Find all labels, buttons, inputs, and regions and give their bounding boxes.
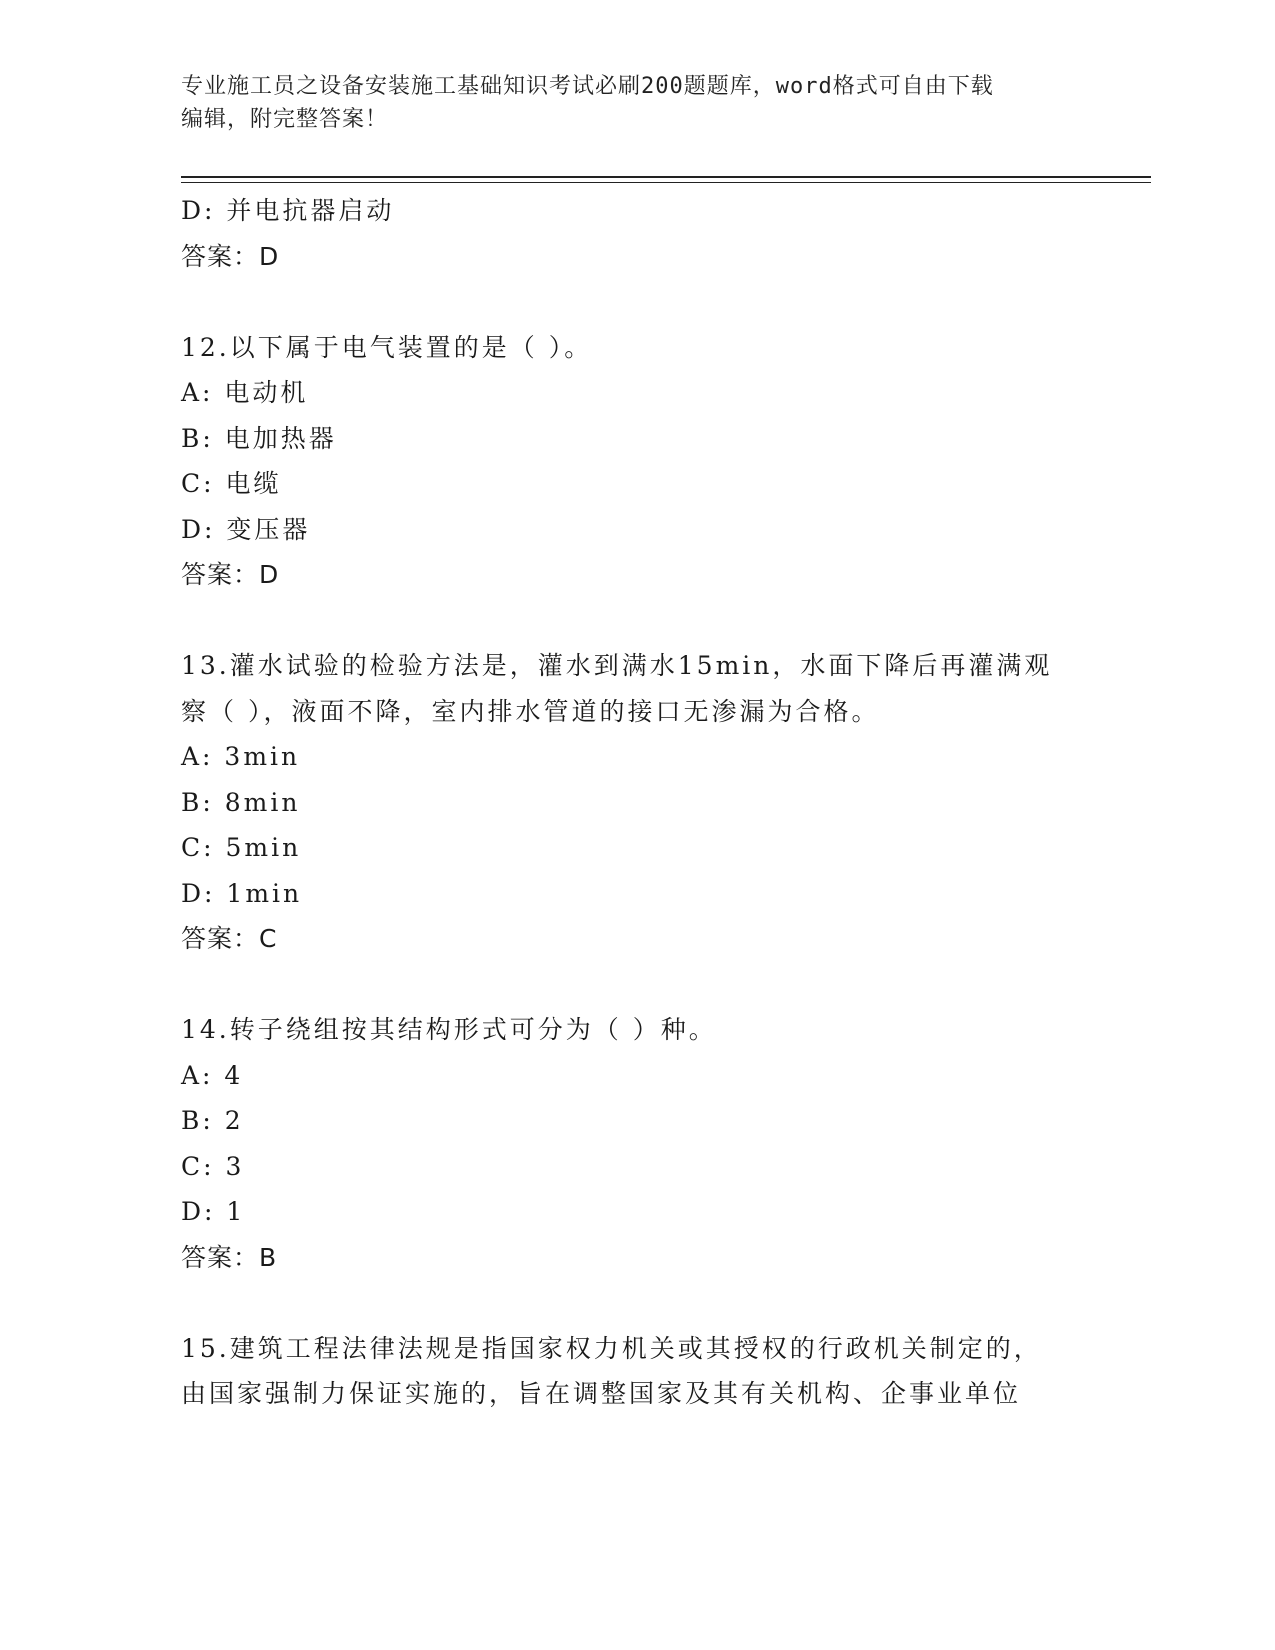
option-a: A: 3min [181,742,301,771]
option-c: C: 3 [181,1151,245,1181]
spacer [181,598,1101,644]
question-stem-line-2: 由国家强制力保证实施的，旨在调整国家及其有关机构、企事业单位 [181,1379,1022,1408]
question-stem-line-2: 察（ ），液面不降，室内排水管道的接口无渗漏为合格。 [181,696,880,726]
option-a: A: 4 [181,1060,244,1090]
question-11-tail [181,188,1101,279]
answer-line: 答案：B [181,1242,278,1272]
option-d: D: 变压器 [181,514,311,544]
option-b: B: 电加热器 [181,423,337,453]
option-c: C: 5min [181,833,302,862]
header-title-line-1: 专业施工员之设备安装施工基础知识考试必刷200题题库，word格式可自由下载 [181,74,994,99]
option-b: B: 2 [181,1106,244,1135]
header-divider-thin [181,182,1151,183]
question-15 [181,1326,1101,1417]
header-title-line-2: 编辑，附完整答案！ [181,107,389,132]
question-14 [181,1007,1101,1280]
option-a: A: 电动机 [181,378,309,407]
question-13 [181,643,1101,962]
question-stem: 14.转子绕组按其结构形式可分为（ ）种。 [181,1015,717,1044]
option-c: C: 电缆 [181,469,282,498]
header-divider-thick [181,176,1151,178]
spacer [181,279,1101,325]
answer-line: 答案：D [181,241,280,271]
question-stem-line-1: 15.建筑工程法律法规是指国家权力机关或其授权的行政机关制定的， [181,1333,1042,1363]
spacer [181,1280,1101,1326]
question-stem-line-1: 13.灌水试验的检验方法是，灌水到满水15min，水面下降后再灌满观 [181,651,1053,680]
question-list [181,188,1101,1417]
answer-line: 答案：C [181,924,278,953]
spacer [181,962,1101,1008]
option-d: D: 1min [181,878,303,908]
document-header [181,70,1061,136]
option-b: B: 8min [181,787,301,817]
option-d: D: 并电抗器启动 [181,196,395,225]
option-d: D: 1 [181,1197,246,1226]
answer-line: 答案：D [181,560,280,589]
question-stem: 12.以下属于电气装置的是（ ）。 [181,332,593,362]
question-12 [181,325,1101,598]
